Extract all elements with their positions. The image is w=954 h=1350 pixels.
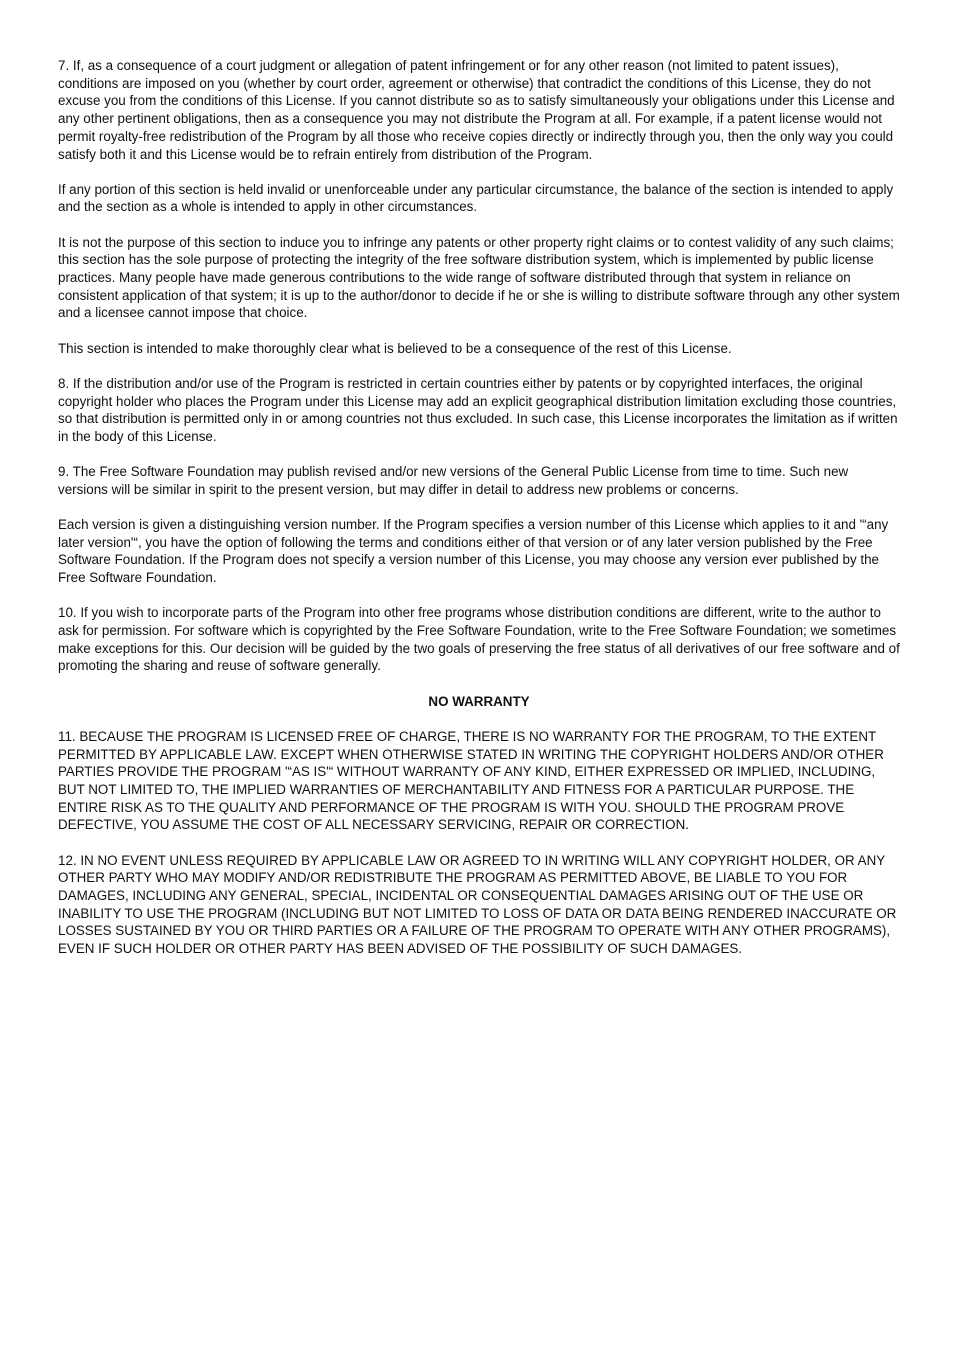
no-warranty-heading: NO WARRANTY	[428, 693, 530, 709]
paragraph-section-7: 7. If, as a consequence of a court judgment or allegation of patent infringement or for any other reason (not limited to patent issues), conditions are imposed on you (whether by court order, agreement or otherwise) that contradict the conditions of this License, they do not excuse you from the conditions of this License. If you cannot distribute so as to satisfy simultaneously your obligations under this License and any other pertinent obligations, then as a consequence you may not distribute the Program at all. For example, if a patent license would not permit royalty-free redistribution of the Program by all those who receive copies directly or indirectly through you, then the only way you could satisfy both it and this License would be to refrain entirely from distribution of the Program.	[58, 58, 895, 162]
paragraph-section-11: 11. BECAUSE THE PROGRAM IS LICENSED FREE OF CHARGE, THERE IS NO WARRANTY FOR THE PROGRAM, TO THE EXTENT PERMITTED BY APPLICABLE LAW. EXCEPT WHEN OTHERWISE STATED IN WRITING THE COPYRIGHT HOLDERS AND/OR OTHER PARTIES PROVIDE THE PROGRAM '“AS IS'“ WITHOUT WARRANTY OF ANY KIND, EITHER EXPRESSED OR IMPLIED, INCLUDING, BUT NOT LIMITED TO, THE IMPLIED WARRANTIES OF MERCHANTABILITY AND FITNESS FOR A PARTICULAR PURPOSE. THE ENTIRE RISK AS TO THE QUALITY AND PERFORMANCE OF THE PROGRAM IS WITH YOU. SHOULD THE PROGRAM PROVE DEFECTIVE, YOU ASSUME THE COST OF ALL NECESSARY SERVICING, REPAIR OR CORRECTION.	[58, 728, 884, 833]
paragraph-section-12: 12. IN NO EVENT UNLESS REQUIRED BY APPLICABLE LAW OR AGREED TO IN WRITING WILL ANY COPYRIGHT HOLDER, OR ANY OTHER PARTY WHO MAY MODIFY AND/OR REDISTRIBUTE THE PROGRAM AS PERMITTED ABOVE, BE LIABLE TO YOU FOR DAMAGES, INCLUDING ANY GENERAL, SPECIAL, INCIDENTAL OR CONSEQUENTIAL DAMAGES ARISING OUT OF THE USE OR INABILITY TO USE THE PROGRAM (INCLUDING BUT NOT LIMITED TO LOSS OF DATA OR DATA BEING RENDERED INACCURATE OR LOSSES SUSTAINED BY YOU OR THIRD PARTIES OR A FAILURE OF THE PROGRAM TO OPERATE WITH ANY OTHER PROGRAMS), EVEN IF SUCH HOLDER OR OTHER PARTY HAS BEEN ADVISED OF THE POSSIBILITY OF SUCH DAMAGES.	[58, 852, 897, 957]
paragraph-section-7-invalid-portion: If any portion of this section is held invalid or unenforceable under any particular circumstance, the balance of the section is intended to apply and the section as a whole is intended to apply in other circumstances.	[58, 181, 894, 215]
paragraph-section-10: 10. If you wish to incorporate parts of the Program into other free programs whose distribution conditions are different, write to the author to ask for permission. For software which is copyrighted by the Free Software Foundation, write to the Free Software Foundation; we sometimes make exceptions for this. Our decision will be guided by the two goals of preserving the free status of all derivatives of our free software and of promoting the sharing and reuse of software generally.	[58, 605, 900, 674]
document-page	[58, 57, 900, 975]
paragraph-section-9: 9. The Free Software Foundation may publish revised and/or new versions of the General Public License from time to time. Such new versions will be similar in spirit to the present version, but may differ in detail to address new problems or concerns.	[58, 464, 849, 497]
paragraph-section-7-purpose: It is not the purpose of this section to induce you to infringe any patents or other property right claims or to contest validity of any such claims; this section has the sole purpose of protecting the integrity of the free software distribution system, which is implemented by public license practices. Many people have made generous contributions to the wide range of software distributed through that system in reliance on consistent application of that system; it is up to the author/donor to decide if he or she is willing to distribute software through any other system and a licensee cannot impose that choice.	[58, 234, 900, 321]
paragraph-section-9-versions: Each version is given a distinguishing version number. If the Program specifies a version number of this License which applies to it and '“any later version'“, you have the option of following the terms and conditions either of that version or of any later version published by the Free Software Foundation. If the Program does not specify a version number of this License, you may choose any version ever published by the Free Software Foundation.	[58, 517, 889, 586]
paragraph-section-7-clarification: This section is intended to make thoroughly clear what is believed to be a consequence of the rest of this License.	[58, 340, 732, 356]
paragraph-section-8: 8. If the distribution and/or use of the Program is restricted in certain countries either by patents or by copyrighted interfaces, the original copyright holder who places the Program under this License may add an explicit geographical distribution limitation excluding those countries, so that distribution is permitted only in or among countries not thus excluded. In such case, this License incorporates the limitation as if written in the body of this License.	[58, 375, 898, 444]
